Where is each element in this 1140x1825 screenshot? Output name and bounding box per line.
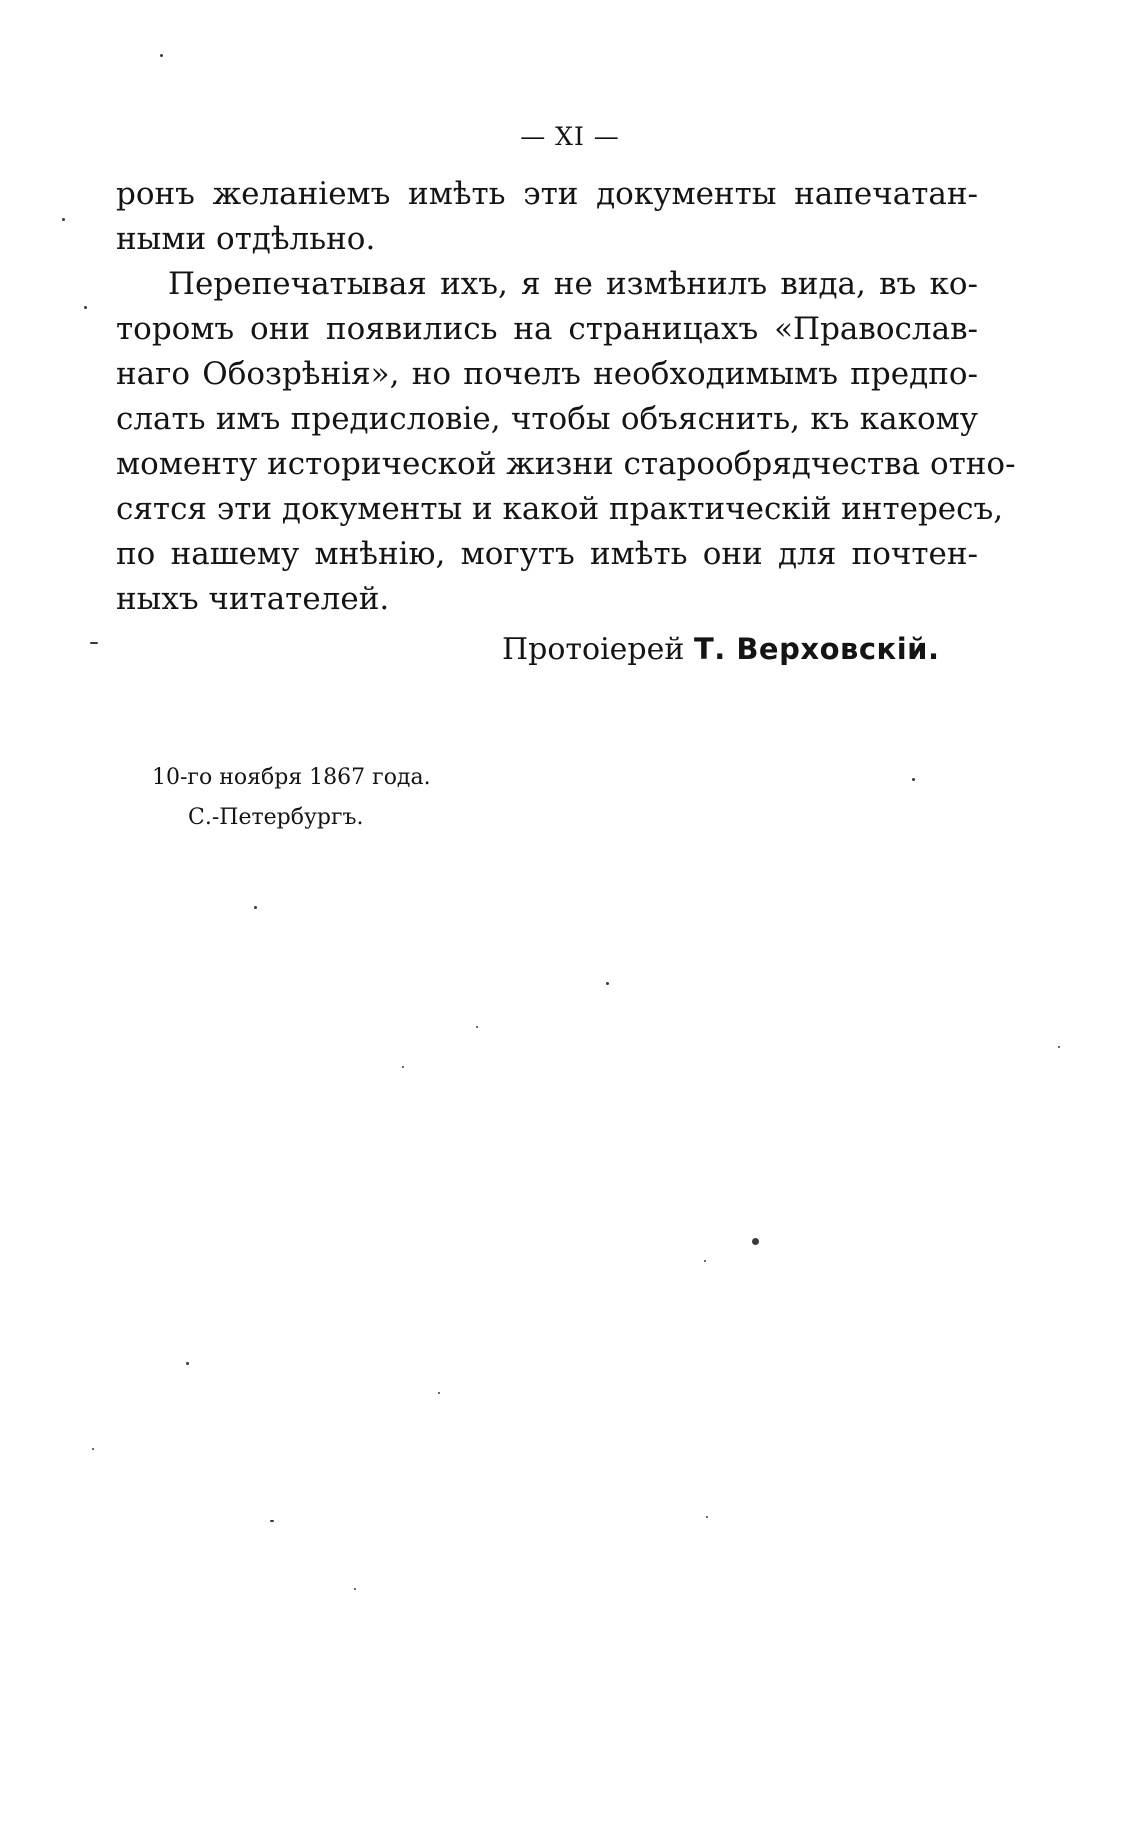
scan-speck	[752, 1238, 759, 1245]
text-line: сятся эти документы и какой практическій интересъ,	[116, 491, 1004, 527]
scan-speck	[186, 1362, 189, 1365]
text-line: слать имъ предисловіе, чтобы объяснить, къ какому	[116, 401, 978, 437]
scan-speck	[270, 1520, 274, 1522]
text-line: ными отдѣльно.	[116, 221, 376, 257]
scan-speck	[84, 306, 87, 309]
scan-speck	[912, 778, 915, 781]
text-line: торомъ они появились на страницахъ «Православ-	[116, 311, 978, 347]
scan-speck	[254, 906, 257, 909]
scan-speck	[476, 1026, 478, 1028]
scan-speck	[160, 54, 163, 57]
scan-speck	[704, 1260, 706, 1262]
text-line: моменту исторической жизни старообрядчества отно-	[116, 446, 1016, 482]
text-line: по нашему мнѣнію, могутъ имѣть они для почтен-	[116, 536, 978, 572]
scan-speck	[606, 982, 609, 985]
text-line: Перепечатывая ихъ, я не измѣнилъ вида, въ ко-	[168, 266, 978, 302]
text-line: наго Обозрѣнія», но почелъ необходимымъ предпо-	[116, 356, 978, 392]
dateline-date: 10-го ноября 1867 года.	[152, 765, 431, 790]
text-line: ныхъ читателей.	[116, 581, 390, 617]
signature-name: Т. Верховскій.	[693, 632, 940, 666]
dateline	[152, 758, 431, 838]
scan-speck	[62, 218, 65, 221]
scan-speck	[438, 1392, 440, 1394]
page-number: — XI —	[520, 122, 620, 151]
scan-speck	[706, 1516, 708, 1518]
dateline-city: С.-Петербургъ.	[188, 805, 364, 830]
scan-speck	[1058, 1046, 1060, 1048]
text-line: ронъ желаніемъ имѣть эти документы напечатан-	[116, 176, 978, 212]
scan-speck	[92, 1448, 94, 1450]
signature	[502, 632, 940, 667]
scan-speck	[354, 1588, 356, 1590]
body-text	[116, 172, 1016, 622]
scan-speck	[402, 1066, 404, 1068]
scan-speck	[90, 642, 98, 644]
signature-title: Протоіерей	[502, 632, 685, 667]
